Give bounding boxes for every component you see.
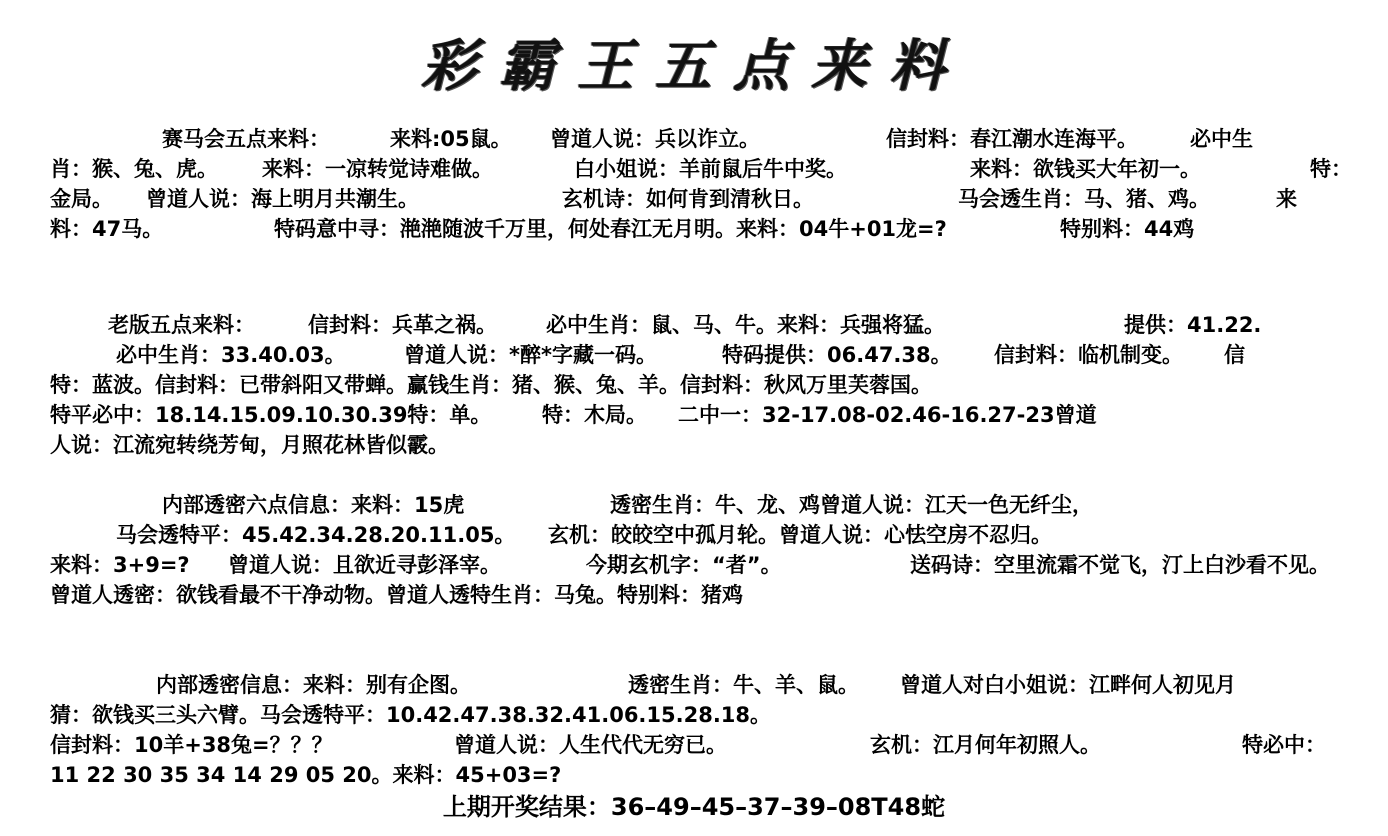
section-internal-six-point xyxy=(50,490,1384,610)
section3-line1 xyxy=(50,490,1384,520)
section4-text: 信封料：10羊+38兔=？？？ xyxy=(50,733,333,757)
section1-text: 肖：猴、兔、虎。 xyxy=(50,157,218,181)
section1-text: 特： xyxy=(1310,157,1352,181)
section2-line2 xyxy=(50,340,1384,370)
section2-text: 特平必中：18.14.15.09.10.30.39特：单。 xyxy=(50,403,492,427)
section1-line1 xyxy=(50,124,1384,154)
section1-text: 来料：一凉转觉诗难做。 xyxy=(262,157,493,181)
section3-text: 曾道人说：且欲近寻彭泽宰。 xyxy=(228,553,501,577)
section1-text: 马会透生肖：马、猪、鸡。 xyxy=(958,187,1210,211)
section2-line3 xyxy=(50,370,1384,400)
section1-text: 白小姐说：羊前鼠后牛中奖。 xyxy=(574,157,847,181)
section-saima-five-point xyxy=(50,124,1384,244)
section1-line2 xyxy=(50,154,1384,184)
section3-text: 曾道人透密：欲钱看最不干净动物。曾道人透特生肖：马兔。特别料：猪鸡 xyxy=(50,583,743,607)
section1-text: 信封料：春江潮水连海平。 xyxy=(886,127,1138,151)
section1-text: 来 xyxy=(1276,187,1297,211)
section1-text: 特码意中寻：滟滟随波千万里，何处春江无月明。来料：04牛+01龙=? xyxy=(274,217,947,241)
page-title: 彩霸王五点来料 xyxy=(421,33,967,99)
section1-line4 xyxy=(50,214,1384,244)
section2-text: 必中生肖：33.40.03。 xyxy=(116,343,346,367)
section2-line1 xyxy=(50,310,1384,340)
section1-text: 必中生 xyxy=(1190,127,1253,151)
section4-line3 xyxy=(50,730,1384,760)
section1-line3 xyxy=(50,184,1384,214)
section3-text: 送码诗：空里流霜不觉飞，汀上白沙看不见。 xyxy=(910,553,1330,577)
section3-text: 玄机：皎皎空中孤月轮。曾道人说：心怯空房不忍归。 xyxy=(548,523,1052,547)
section3-line3 xyxy=(50,550,1384,580)
section3-line2 xyxy=(50,520,1384,550)
section4-heading: 内部透密信息：来料：别有企图。 xyxy=(156,673,471,697)
section1-heading: 赛马会五点来料： xyxy=(162,127,330,151)
section4-text: 特必中： xyxy=(1242,733,1326,757)
section3-heading: 内部透密六点信息：来料：15虎 xyxy=(162,493,465,517)
section1-text: 曾道人说：海上明月共潮生。 xyxy=(146,187,419,211)
section4-line1 xyxy=(50,670,1384,700)
section1-text: 曾道人说：兵以诈立。 xyxy=(550,127,760,151)
section2-text: 人说：江流宛转绕芳甸，月照花林皆似霰。 xyxy=(50,433,449,457)
section4-text: 曾道人对白小姐说：江畔何人初见月 xyxy=(900,673,1236,697)
section4-text: 曾道人说：人生代代无穷已。 xyxy=(454,733,727,757)
section2-text: 信封料：兵革之祸。 xyxy=(308,313,497,337)
section4-text: 猜：欲钱买三头六臂。马会透特平：10.42.47.38.32.41.06.15.28.18。 xyxy=(50,703,772,727)
section2-text: 提供：41.22. xyxy=(1124,313,1262,337)
section2-heading: 老版五点来料： xyxy=(108,313,255,337)
section4-line2 xyxy=(50,700,1384,730)
section3-text: 马会透特平：45.42.34.28.20.11.05。 xyxy=(116,523,516,547)
section4-line4 xyxy=(50,760,1384,790)
section3-text: 来料：3+9=? xyxy=(50,553,190,577)
section1-text: 来料：欲钱买大年初一。 xyxy=(970,157,1201,181)
section3-text: 今期玄机字：“者”。 xyxy=(586,553,782,577)
section2-text: 特：蓝波。信封料：已带斜阳又带蝉。赢钱生肖：猪、猴、兔、羊。信封料：秋风万里芙蓉国。 xyxy=(50,373,932,397)
section2-text: 二中一：32-17.08-02.46-16.27-23曾道 xyxy=(678,403,1097,427)
last-draw-result: 上期开奖结果：36–49–45–37–39–08T48蛇 xyxy=(442,793,946,821)
section2-text: 信封料：临机制变。 xyxy=(994,343,1183,367)
section2-text: 信 xyxy=(1224,343,1245,367)
section1-text: 来料:05鼠。 xyxy=(390,127,512,151)
section-old-five-point xyxy=(50,310,1384,460)
section2-text: 必中生肖：鼠、马、牛。来料：兵强将猛。 xyxy=(546,313,945,337)
section-internal-info xyxy=(50,670,1384,790)
section4-text: 11 22 30 35 34 14 29 05 20。来料：45+03=? xyxy=(50,763,562,787)
section1-text: 玄机诗：如何肯到清秋日。 xyxy=(562,187,814,211)
section1-text: 金局。 xyxy=(50,187,113,211)
section2-line5 xyxy=(50,430,1384,460)
section1-text: 特别料：44鸡 xyxy=(1060,217,1195,241)
section3-text: 透密生肖：牛、龙、鸡曾道人说：江天一色无纤尘， xyxy=(610,493,1093,517)
section4-text: 玄机：江月何年初照人。 xyxy=(870,733,1101,757)
section3-line4 xyxy=(50,580,1384,610)
section4-text: 透密生肖：牛、羊、鼠。 xyxy=(628,673,859,697)
section2-text: 曾道人说：*醉*字藏一码。 xyxy=(404,343,657,367)
section1-text: 料：47马。 xyxy=(50,217,164,241)
section2-text: 特码提供：06.47.38。 xyxy=(722,343,952,367)
section2-line4 xyxy=(50,400,1384,430)
section2-text: 特：木局。 xyxy=(542,403,647,427)
